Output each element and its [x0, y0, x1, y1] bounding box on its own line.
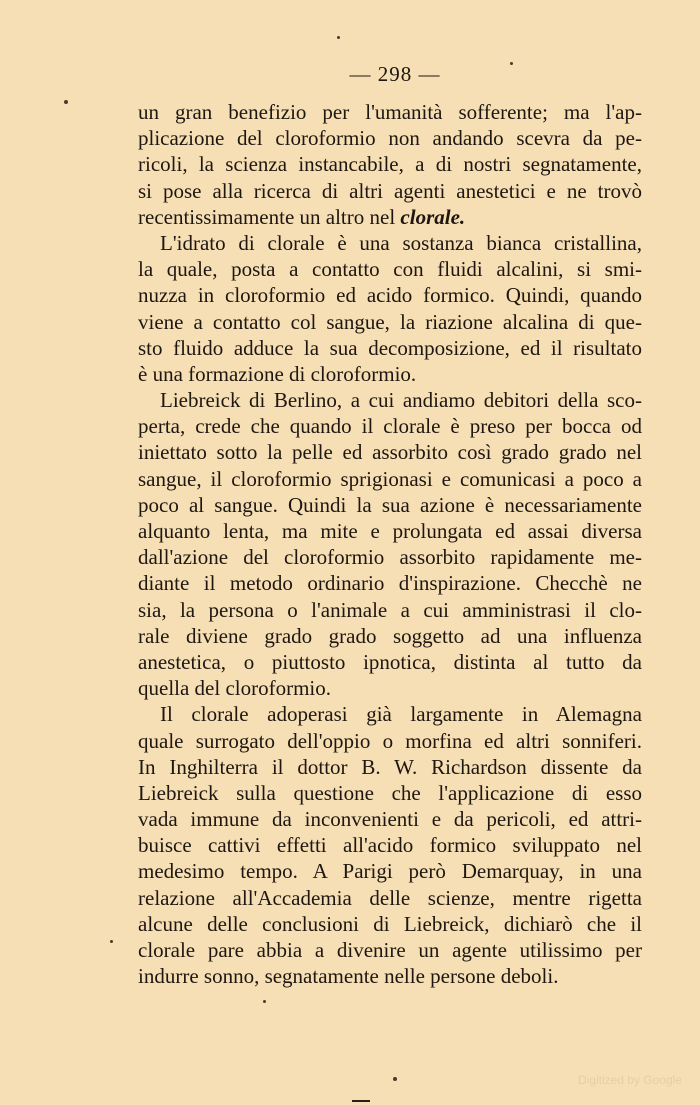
- text-line: buisce cattivi effetti all'acido formico sviluppato nel: [138, 833, 642, 858]
- text-line: Liebreick di Berlino, a cui andiamo debitori della sco-: [160, 388, 642, 413]
- text-line: rale diviene grado grado soggetto ad una influenza: [138, 623, 642, 648]
- text-line: [138, 204, 642, 230]
- text-line: la quale, posta a contatto con fluidi alcalini, si smi-: [138, 257, 642, 282]
- ink-speck: [337, 36, 340, 39]
- text-line: dall'azione del cloroformio assorbito rapidamente me-: [138, 545, 642, 570]
- paragraph-1: [138, 99, 642, 230]
- ink-speck: [263, 1000, 266, 1003]
- text-line: viene a contatto col sangue, la riazione alcalina di que-: [138, 309, 642, 334]
- text-line-start: recentissimamente un altro nel: [138, 204, 396, 229]
- text-line: quella del cloroformio.: [138, 676, 332, 701]
- text-line: iniettato sotto la pelle ed assorbito così grado grado nel: [138, 440, 642, 465]
- text-line: nuzza in cloroformio ed acido formico. Quindi, quando: [138, 283, 642, 308]
- text-line: plicazione del cloroformio non andando scevra da pe-: [138, 126, 642, 151]
- text-line: quale surrogato dell'oppio o morfina ed altri sonniferi.: [138, 728, 642, 753]
- text-line: un gran benefizio per l'umanità sofferente; ma l'ap-: [138, 100, 642, 124]
- text-line: relazione all'Accademia delle scienze, mentre rigetta: [138, 885, 642, 910]
- bottom-rule: [352, 1100, 370, 1102]
- text-line: L'idrato di clorale è una sostanza bianca cristallina,: [160, 230, 642, 255]
- ink-speck: [393, 1077, 397, 1081]
- text-line: sto fluido adduce la sua decomposizione, ed il risultato: [138, 335, 642, 360]
- text-line: poco al sangue. Quindi la sua azione è necessariamente: [138, 492, 642, 517]
- watermark: Digitized by Google: [577, 1073, 682, 1087]
- ink-speck: [510, 62, 513, 65]
- text-line: Il clorale adoperasi già largamente in Alemagna: [160, 702, 642, 727]
- text-line: si pose alla ricerca di altri agenti anestetici e ne trovò: [138, 178, 642, 203]
- text-line: alcune delle conclusioni di Liebreick, dichiarò che il: [138, 911, 642, 936]
- text-line: indurre sonno, segnatamente nelle persone deboli.: [138, 964, 559, 989]
- text-line: sangue, il cloroformio sprigionasi e comunicasi a poco a: [138, 466, 642, 491]
- text-line: diante il metodo ordinario d'inspirazione. Checchè ne: [138, 571, 642, 596]
- ink-speck: [110, 940, 113, 943]
- text-line: In Inghilterra il dottor B. W. Richardson dissente da: [138, 754, 642, 779]
- ink-speck: [64, 100, 68, 104]
- text-line: è una formazione di cloroformio.: [138, 361, 417, 386]
- page-number: — 298 —: [349, 62, 441, 86]
- text-line: ricoli, la scienza instancabile, a di nostri segnatamente,: [138, 152, 642, 177]
- body-text: [138, 99, 642, 989]
- text-line: Liebreick sulla questione che l'applicazione di esso: [138, 780, 642, 805]
- text-line: perta, crede che quando il clorale è preso per bocca od: [138, 414, 642, 439]
- emphasized-word: clorale.: [400, 204, 466, 229]
- paragraph-3: [138, 387, 642, 701]
- text-line: vada immune da inconvenienti e da pericoli, ed attri-: [138, 807, 642, 832]
- text-line: medesimo tempo. A Parigi però Demarquay, in una: [138, 859, 642, 884]
- text-line: anestetica, o piuttosto ipnotica, distinta al tutto da: [138, 649, 642, 674]
- paragraph-2: [138, 230, 642, 387]
- text-line: alquanto lenta, ma mite e prolungata ed assai diversa: [138, 519, 642, 543]
- text-line: sia, la persona o l'animale a cui amministrasi il clo-: [138, 597, 642, 622]
- paragraph-4: [138, 701, 642, 989]
- text-line: clorale pare abbia a divenire un agente utilissimo per: [138, 938, 642, 962]
